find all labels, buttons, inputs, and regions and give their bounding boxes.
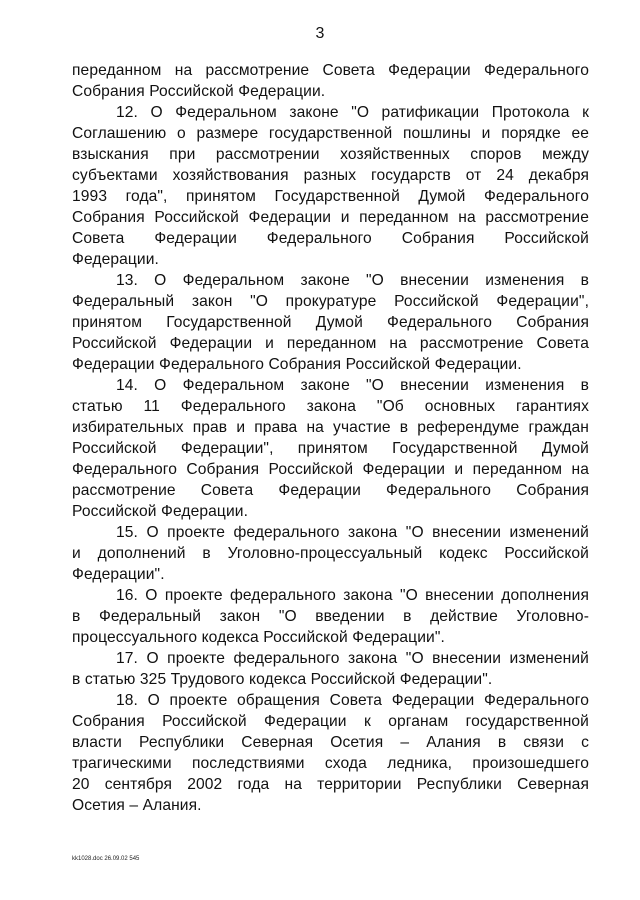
text-line: Собрания Российской Федерации и переданном на рассмотрение [72,209,589,226]
text-line: власти Республики Северная Осетия – Алания в связи с [72,734,589,751]
text-line: Федерации. [72,251,159,268]
text-line: 20 сентября 2002 года на территории Республики Северная [72,776,589,793]
text-line: Осетия – Алания. [72,797,202,814]
text-line: Федеральный закон "О прокуратуре Российской Федерации", [72,293,589,310]
text-line: 12. О Федеральном законе "О ратификации Протокола к [116,104,589,121]
text-line: 1993 года", принятом Государственной Думой Федерального [72,188,589,205]
text-line: 13. О Федеральном законе "О внесении изменения в [116,272,589,289]
text-line: Собрания Российской Федерации. [72,83,326,100]
text-line: 15. О проекте федерального закона "О внесении изменений [116,524,589,541]
text-line: Российской Федерации", принятом Государственной Думой [72,440,589,457]
text-line: трагическими последствиями схода ледника, произошедшего [72,755,589,772]
text-line: Соглашению о размере государственной пошлины и порядке ее [72,125,589,142]
text-line: в Федеральный закон "О введении в действие Уголовно- [72,608,589,625]
text-line: 17. О проекте федерального закона "О внесении изменений [116,650,589,667]
text-line: субъектами хозяйствования разных государств от 24 декабря [72,167,589,184]
text-line: Российской Федерации. [72,503,248,520]
text-line: в статью 325 Трудового кодекса Российской Федерации". [72,671,493,688]
text-line: Федерального Собрания Российской Федерации и переданном на [72,461,589,478]
text-line: взыскания при рассмотрении хозяйственных споров между [72,146,589,163]
text-line: Российской Федерации и переданном на рассмотрение Совета [72,335,589,352]
text-line: и дополнений в Уголовно-процессуальный кодекс Российской [72,545,589,562]
text-line: 16. О проекте федерального закона "О внесении дополнения [116,587,589,604]
text-line: Федерации Федерального Собрания Российской Федерации. [72,356,522,373]
text-line: переданном на рассмотрение Совета Федерации Федерального [72,62,589,79]
text-line: процессуального кодекса Российской Федерации". [72,629,445,646]
page-number: 3 [315,25,325,42]
file-footer: kk1028.doc 26.09.02 545 [72,856,140,862]
text-line: Федерации". [72,566,165,583]
text-line: рассмотрение Совета Федерации Федерального Собрания [72,482,589,499]
text-line: 14. О Федеральном законе "О внесении изменения в [116,377,589,394]
text-line: 18. О проекте обращения Совета Федерации Федерального [116,692,589,709]
text-line: статью 11 Федерального закона "Об основных гарантиях [72,398,589,415]
text-line: избирательных прав и права на участие в референдуме граждан [72,419,589,436]
text-line: Совета Федерации Федерального Собрания Российской [72,230,589,247]
text-line: Собрания Российской Федерации к органам государственной [72,713,589,730]
text-line: принятом Государственной Думой Федерального Собрания [72,314,589,331]
